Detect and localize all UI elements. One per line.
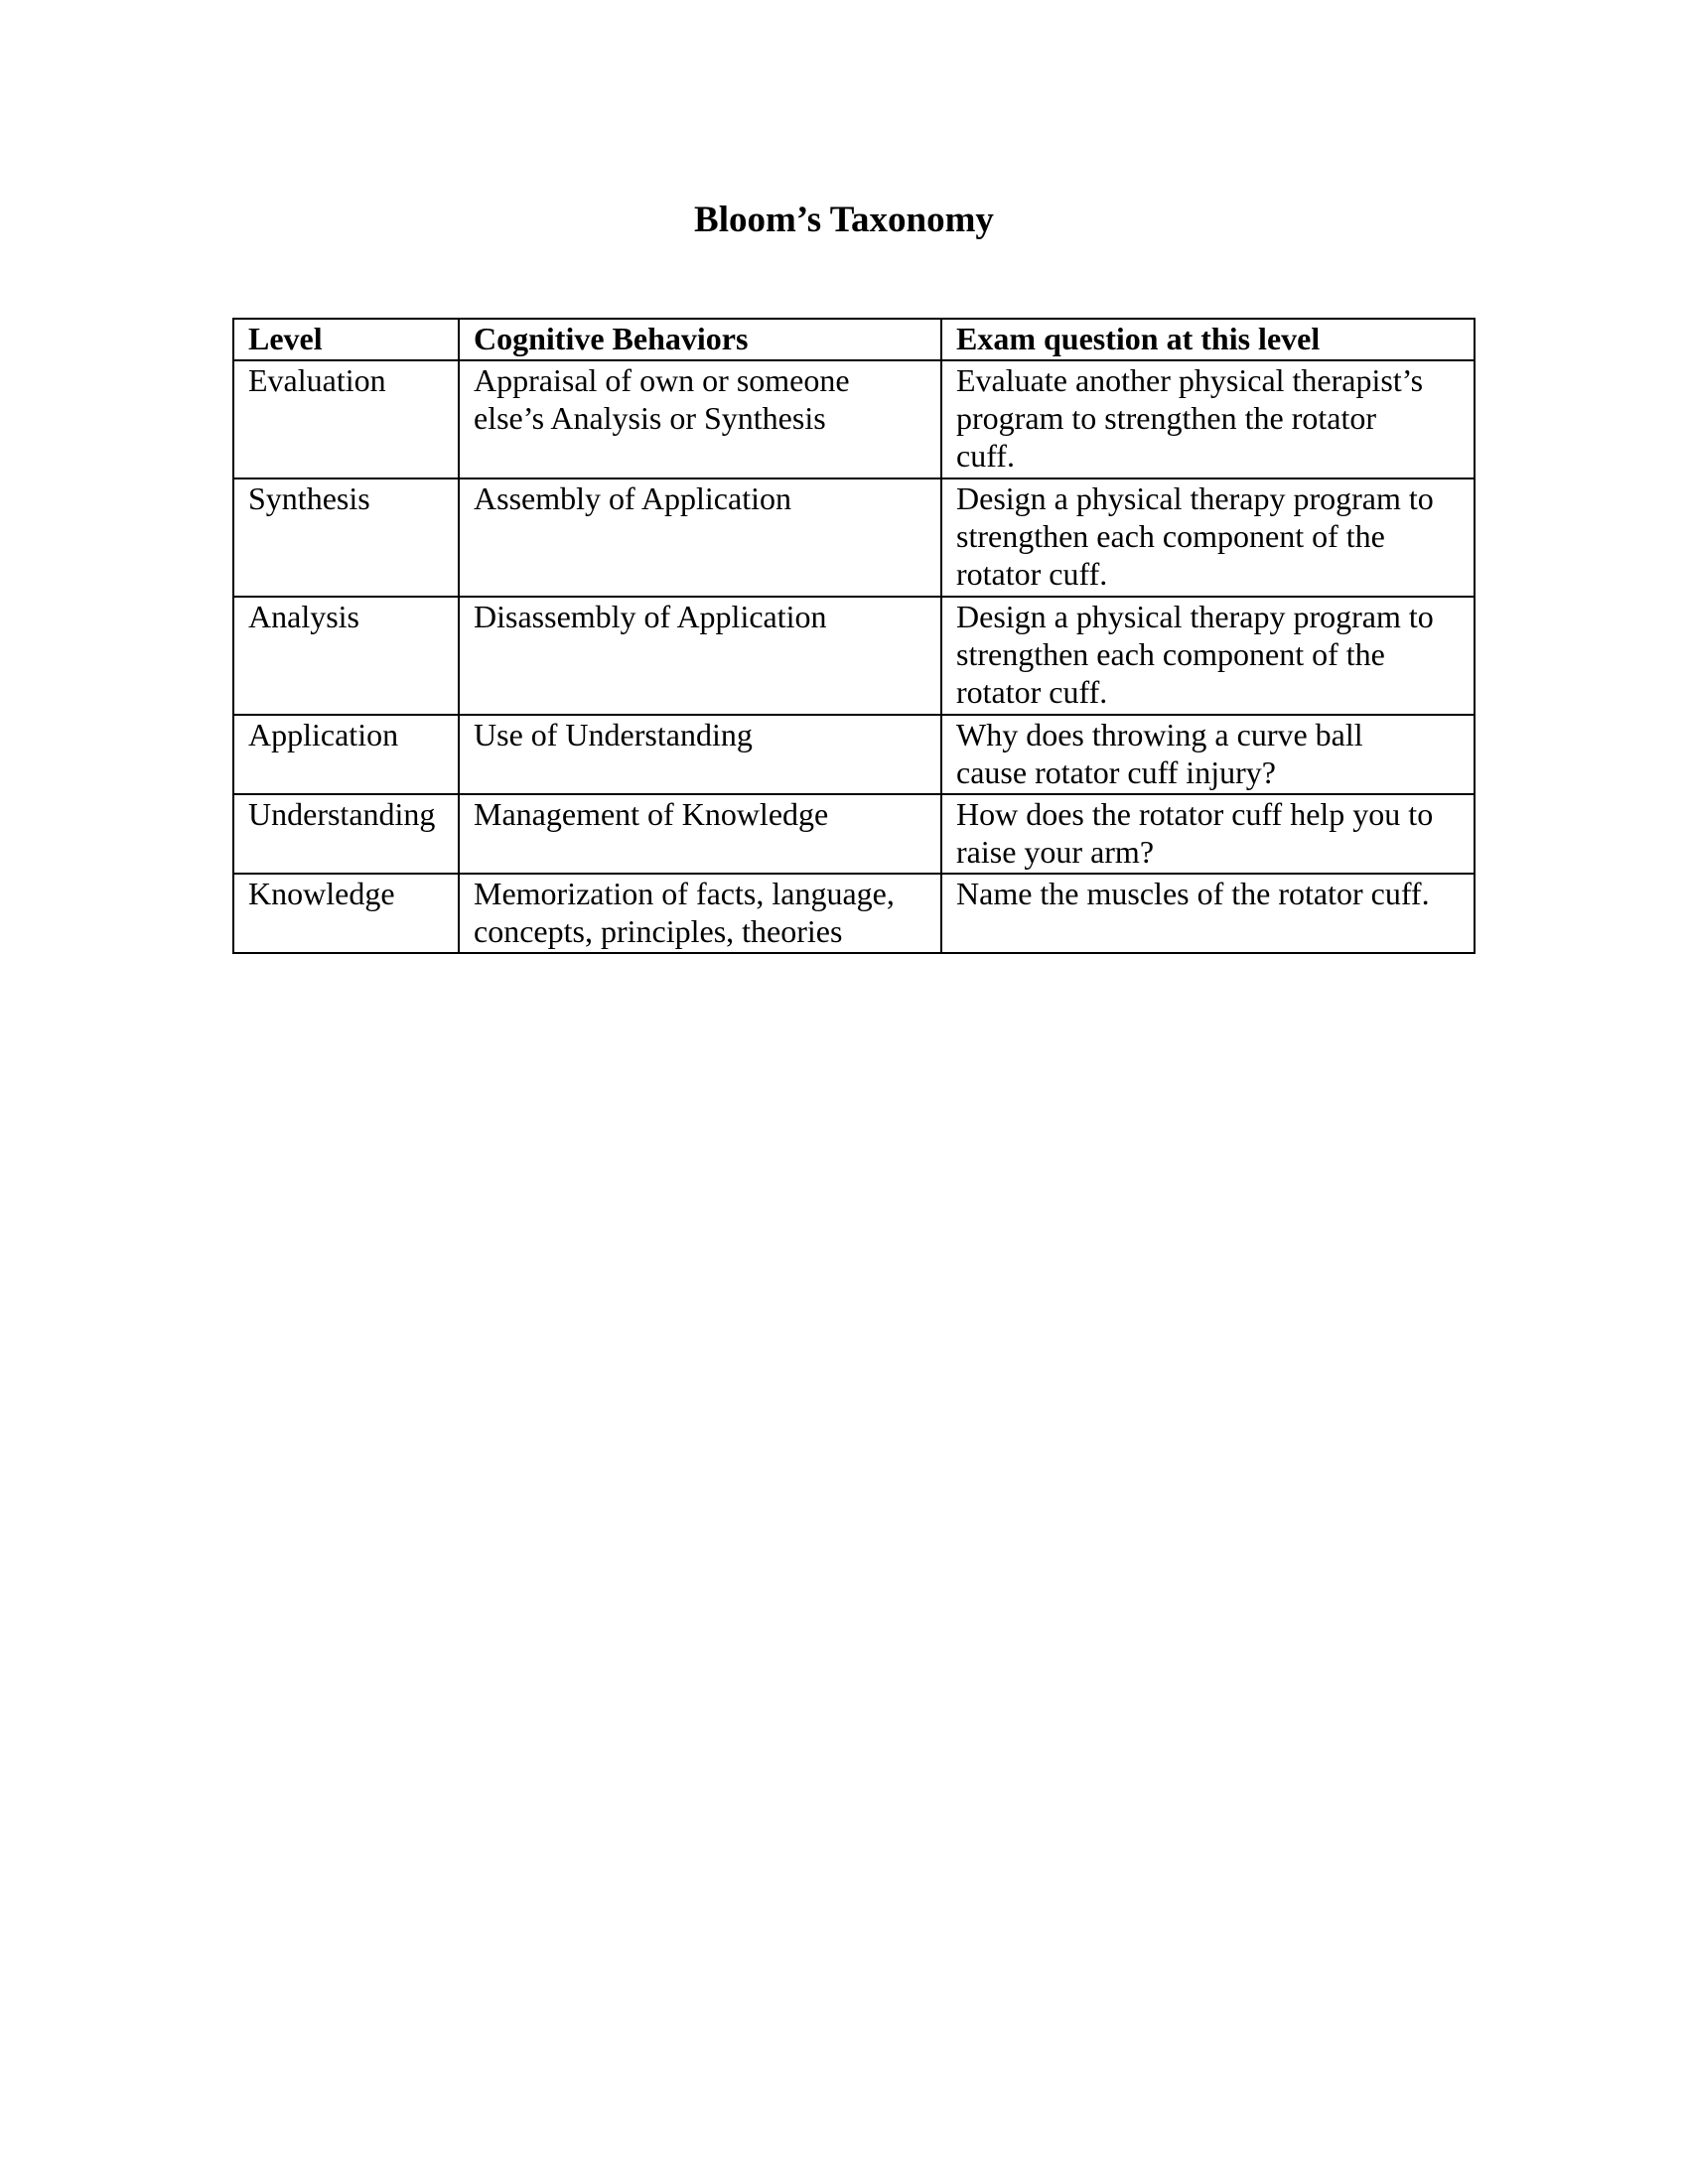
text-line: Appraisal of own or someone	[474, 362, 850, 398]
level-cell: Synthesis	[233, 478, 459, 597]
question-cell	[941, 597, 1475, 715]
text-line: How does the rotator cuff help you to	[956, 796, 1434, 832]
text-line: Name the muscles of the rotator cuff.	[956, 876, 1430, 911]
text-line: Why does throwing a curve ball	[956, 717, 1363, 752]
level-cell: Knowledge	[233, 874, 459, 953]
text-line: cause rotator cuff injury?	[956, 754, 1276, 790]
text-line: Design a physical therapy program to	[956, 599, 1434, 634]
level-cell: Evaluation	[233, 360, 459, 478]
level-cell: Understanding	[233, 794, 459, 874]
table-row	[233, 794, 1475, 874]
behaviors-cell	[459, 597, 941, 715]
level-cell: Analysis	[233, 597, 459, 715]
text-line: strengthen each component of the	[956, 518, 1385, 554]
table-row	[233, 874, 1475, 953]
text-line: concepts, principles, theories	[474, 913, 843, 949]
question-cell	[941, 794, 1475, 874]
text-line: cuff.	[956, 438, 1015, 474]
behaviors-cell	[459, 715, 941, 794]
text-line: Design a physical therapy program to	[956, 480, 1434, 516]
question-cell	[941, 715, 1475, 794]
question-cell	[941, 360, 1475, 478]
table-header-row	[233, 319, 1475, 360]
question-cell	[941, 478, 1475, 597]
table-row	[233, 715, 1475, 794]
behaviors-cell	[459, 874, 941, 953]
text-line: Use of Understanding	[474, 717, 753, 752]
question-cell	[941, 874, 1475, 953]
taxonomy-table	[232, 318, 1476, 954]
table-row	[233, 478, 1475, 597]
text-line: Management of Knowledge	[474, 796, 829, 832]
behaviors-cell	[459, 478, 941, 597]
table-row	[233, 360, 1475, 478]
document-title: Bloom’s Taxonomy	[694, 200, 994, 240]
text-line: rotator cuff.	[956, 674, 1108, 710]
text-line: Disassembly of Application	[474, 599, 827, 634]
text-line: Memorization of facts, language,	[474, 876, 895, 911]
behaviors-cell	[459, 794, 941, 874]
text-line: rotator cuff.	[956, 556, 1108, 592]
text-line: Evaluate another physical therapist’s	[956, 362, 1424, 398]
table-row	[233, 597, 1475, 715]
text-line: strengthen each component of the	[956, 636, 1385, 672]
behaviors-cell	[459, 360, 941, 478]
text-line: raise your arm?	[956, 834, 1155, 870]
column-header-exam-question: Exam question at this level	[941, 319, 1475, 360]
text-line: Assembly of Application	[474, 480, 791, 516]
level-cell: Application	[233, 715, 459, 794]
text-line: program to strengthen the rotator	[956, 400, 1376, 436]
column-header-cognitive-behaviors: Cognitive Behaviors	[459, 319, 941, 360]
column-header-level: Level	[233, 319, 459, 360]
text-line: else’s Analysis or Synthesis	[474, 400, 826, 436]
